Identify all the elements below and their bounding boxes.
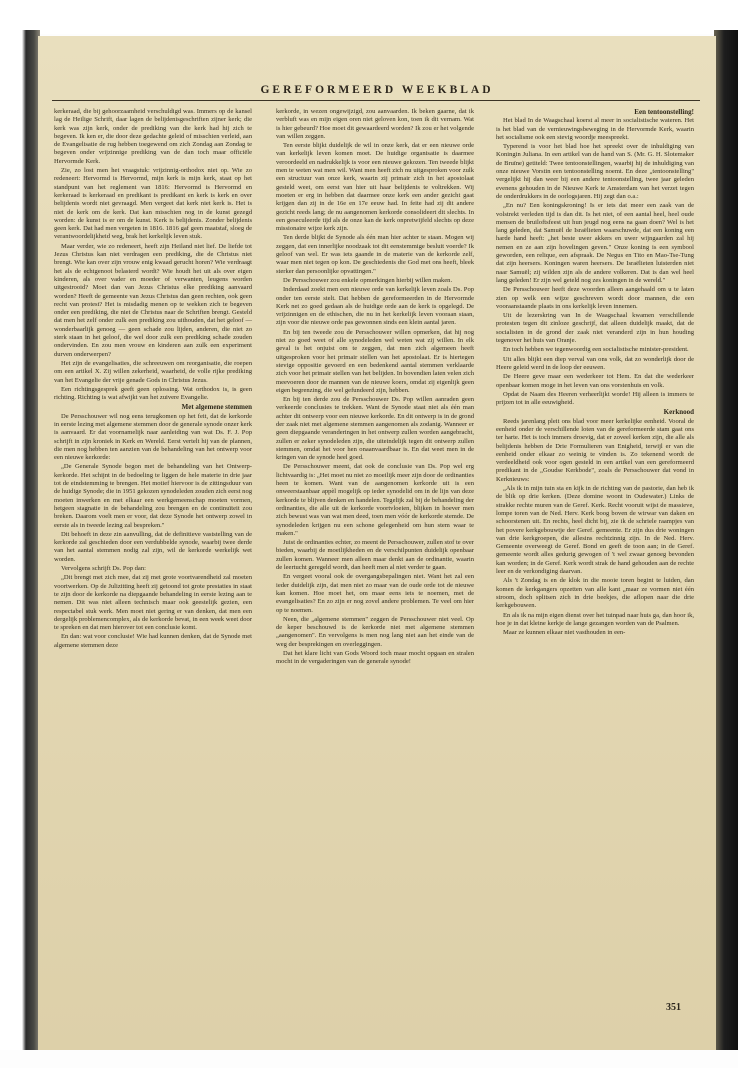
col3-paragraph: De Persschouwer heeft deze woorden alleen aangehaald om u te laten zien op welk een wijze geschreven wordt door mannen, die een vooraanstaande plaats in ons kerkelijk leven innemen. [496,286,694,310]
col1-quote: „De Generale Synode begon met de behandeling van het Ontwerp-kerkorde. Het schijnt in de bedoeling te liggen de hele materie in drie jaar tot de eindstemming te brengen. Het motief hiervoor is de zittingsduur van de huidige Synode; die in 1951 gekozen synodeleden zouden zich eerst nog moeten inwerken en met elkaar een werkgemeenschap moeten vormen, hetgeen stagnatie in de behandeling zou brengen en de continuïteit zou breken. Daarom voelt men er voor, dat deze Synode het ontwerp zowel in eerste als in tweede lezing zal bespreken." [54,463,252,529]
column-3 [496,108,694,1028]
col1-paragraph: Vervolgens schrijft Ds. Pop dan: [61,565,146,573]
col3-paragraph: De Heere geve maar een wederkeer tot Hem. En dat die wederkeer openbaar komen moge in het leven van ons vorstenhuis en volk. [496,373,694,389]
col3-quote: „En nu? Een koningskroning! Is er iets dat meer een zaak van de volstrekt verleden tijd is dan dit. Is het niet, of een aantal heel, heel oude mensen de bruiloftsfeest uit hun jeugd nog eens na gaan doen? Wel is het lang geleden, dat Samuël de Israëlieten waarschuwde, dat een koning een harde hand heeft: „het beste uwer akkers en uwer wijngaarden zal hij nemen en ze aan zijn hovelingen geven." Onze koning is een symbool geworden, een relique, een afspraak. De Negus en Tito en Mao-Tse-Tung dat zijn heersers. Koningen waren heersers. De Israëlieten luisterden niet naar Samuël; zij wilden zijn als de andere volkeren. Dat is dan wel heel lang geleden! Er zijn wel geteld nog zes koningen in de wereld." [496,202,694,284]
col3-paragraph: Als 't Zondag is en de klok in die mooie toren begint te luiden, dan komen de kerkgangers opzetten van alle kant „maar ze vormen niet één stroom, doch splitsen zich in drie beekjes, die aflopen naar die drie kerkgebouwen. [496,577,694,610]
col2-paragraph: Dat het klare licht van Gods Woord toch maar mocht opgaan en stralen mocht in de vergaderingen van de generale synode! [276,650,474,666]
binding-left-edge [0,30,40,1050]
col3-paragraph: Het blad In de Waagschaal koerst al meer in socialistische wateren. Het is het blad van de vernieuwingsbeweging in de Hervormde Kerk, waarin het socialisme ook een stevig woordje meespreekt. [496,117,694,141]
col1-paragraph: Maar verder, wie zo redeneert, heeft zijn Heiland niet lief. De liefde tot Jezus Christus kan niet verdragen een prediking, die de Christus niet brengt. Wie kan over zijn vrouw enig kwaad gerucht horen? Wie verdraagt het als de echtgenoot belasterd wordt? Wie houdt het uit als over eigen kinderen, als over vader en moeder of verwanten, leugens worden uitgestrooid? Moet dan van Jezus Christus elke prediking aanvaard worden? Heeft de gemeente van Jezus Christus dan geen rechten, ook geen recht van protest? Het is misdadig menen op te wekken zich te begeven onder een prediking, die niet de Christus naar de Schriften brengt. Gesteld dat men het zelf onder zulk een prediking zou uithouden, dat het geloof — wonderbaarlijk genoeg — geen schade zou lijden, anderen, die niet zo sterk staan in het geloof, die wel door zulk een prediking schade zouden ondervinden. En zou men vrouw en kinderen aan zulk een experiment durven onderwerpen? [54,242,252,358]
page-header: GEREFORMEERD WEEKBLAD [260,84,494,96]
column-2 [276,108,474,1028]
col3-paragraph: En toch hebben we tegenwoordig een socialistische minister-president. [503,346,689,354]
col2-paragraph: Juist de ordinanties echter, zo meent de Persschouwer, zullen stof te over bieden, waarbij de moeilijkheden en de verschilpunten duidelijk openbaar zullen komen. Wanneer men alleen maar denkt aan de ordinantie, waarin de leertucht geregeld wordt, dan heeft men al niet verder te gaan. [276,539,474,572]
col1-paragraph: kerkeraad, die bij gehoorzaamheid verschuldigd was. Immers op de kansel lag de Heilige Schrift, daar lagen de belijdenisgeschriften zijner kerk; die kerk was zijn kerk, onder de prediking van die kerk had hij zich te begeven. Ik ken er, die door deze gedachte geleid of misschien verleid, aan de Evangelisatie de rug hebben toegewend om zich Zondag aan Zondag te begeven onder vrijzinnige prediking van de dan toch maar officiële Hervormde Kerk. [54,108,252,165]
newspaper-page [38,36,716,1050]
col3-paragraph: Uit alles blijkt een diep verval van ons volk, dat zo wonderlijk door de Heere geleid werd in de loop der eeuwen. [496,355,694,371]
col1-paragraph: En dan: wat voor conclusie! Wie had kunnen denken, dat de Synode met algemene stemmen deze [54,633,252,649]
section-heading-kerknood: Kerknood [663,408,694,417]
col1-paragraph: Zie, zo lost men het vraagstuk: vrijzinnig-orthodox niet op. Wie zo redeneert: Hervormd is Hervormd, mijn kerk is mijn kerk, staat op het standpunt van het reglement van 1816: Hervormd is Hervormd en kerkeraad is kerkeraad en predikant is predikant en kerk is kerk en over belijdenis wordt niet gevraagd. Men vergeet dat kerk niet kerk is. Het is niet de kerk om de kerk. Dat kan misschien nog in de kunst gezegd worden: de kunst is er om de kunst. Kerk is belijdenis. Zonder belijdenis geen kerk. Dat had men vergeten in 1816. 1816 gaf geen maatstaf, sloeg de verantwoordelijkheid weg, brak het kerkelijk leven stuk. [54,167,252,241]
section-heading-een-tentoonstelling: Een tentoonstelling! [634,108,694,116]
col3-paragraph: Opdat de Naam des Heeren verheerlijkt worde! Hij alleen is immers te prijzen tot in alle eeuwigheid. [496,390,694,407]
col3-quote: „Als ik in mijn tuin sta en kijk in de richting van de pastorie, dan heb ik de blik op drie kerken. (Deze domine woont in Oudewater.) Links de strakke rechte muren van de Geref. Kerk. Recht vooruit wijst de massieve, lompe toren van de Ned. Herv. Kerk boog boven de wirwar van daken en schoorstenen uit. En rechts, heel dicht bij, zie ik de schriele raampjes van het povere kerkgebouwtje der Geref. gemeente. Er zijn dus drie woningen van drie kerkgroepen, die allesins rechtzinnig zijn. In de Ned. Herv. Gemeente overweegt de Geref. Bond en geeft de toon aan; in de Geref. gemeente wordt alles gedurig gewogen of 't wel zwaar genoeg bevonden kan worden; in de Geref. Kerk wordt strak de hand gehouden aan de rechte leer en de verkondiging daarvan. [496,485,694,576]
col2-paragraph: En bij ten derde zou de Persschouwer Ds. Pop willen aanraden geen verkeerde conclusies te trekken. Want de Synode staat niet als één man achter dit ontwerp voor een nieuwe kerkorde. En dit ontwerp is in de grond der zaak niet met algemene stemmen aangenomen als zodanig. Wanneer er geen diepgaande veranderingen in het ontwerp zullen worden aangebracht, zullen er zeker synodeleden zijn, die uiteindelijk tegen dit ontwerp zullen stemmen, omdat het voor hen onaanvaardbaar is. En dat weet men in de kringen van de synode heel goed. [276,396,474,462]
col3-paragraph: Reeds jarenlang pleit ons blad voor meer kerkelijke eenheid. Vooral de eenheid onder de verschillende loten van de gereformeerde stam gaat ons ter harte. Het is toch immers droevig, dat er zoveel kerken zijn, die alle als belijdenis hebben de Drie Formulieren van Enigheid, terwijl er van die eenheid onder elkaar zo weinig te vinden is. Zo tekenend wordt de verdeeldheid ook voor ogen gesteld in een artikel van een gereformeerd predikant in de „Goudse Kerkbode", zoals de Persschouwer dat vond in Kerknieuws: [496,417,694,483]
col2-paragraph: Neen, die „algemene stemmen" zeggen de Persschouwer niet veel. Op de keper beschouwd is de kerkorde niet met algemene stemmen „aangenomen". En vervolgens is men nog lang niet aan het einde van de weg der besprekingen en overleggingen. [276,615,474,648]
binding-right-edge [714,30,738,1050]
col2-paragraph: En vergeet vooral ook de overgangsbepalingen niet. Want het zal een ieder duidelijk zijn, dat men niet zo maar van de oude orde tot de nieuwe kan komen. Hoe moet het, om maar eens iets te noemen, met de evangelisaties? En zo zijn er nog zovel andere problemen. Te veel om hier op te noemen. [276,573,474,614]
col2-paragraph: kerkorde, in wezen ongewijzigd, zou aanvaarden. Ik beken gaarne, dat ik verbluft was en mijn eigen oren niet geloven kon, toen ik dit vernam. Wat is hier gebeurd? Hoe moet dit gewaardeerd worden? Ik zou er het volgende van willen zeggen. [276,108,474,140]
header-rule [52,100,700,101]
page-number: 351 [666,1002,681,1013]
col2-paragraph: Inderdaad zoekt men een nieuwe orde van kerkelijk leven zoals Ds. Pop onder ten eerste stelt. Dat hebben de gereformeerden in de Hervormde Kerk net zo goed gedaan als de huidige orde aan de kerk is opgelegd. De vrijzinnigen en de ethischen, die nu in het kerkelijk leven vooraan staan, zijn voor die nieuwe orde pas gewonnen sinds een klein aantal jaren. [276,286,474,327]
col2-paragraph: De Persschouwer zou enkele opmerkingen hierbij willen maken. [283,276,453,284]
col1-paragraph: Het zijn de evangelisaties, die schreeuwen om reorganisatie, die roepen om een artikel X. Zij willen zekerheid, waarheid, de volle rijke prediking van het Evangelie der vrije genade Gods in Christus Jezus. [54,359,252,384]
col3-paragraph: Maar ze kunnen elkaar niet vasthouden in een- [503,629,626,637]
section-heading-met-algemene-stemmen: Met algemene stemmen [181,403,252,412]
col1-paragraph: Een richtingsgesprek geeft geen oplossing. Wat orthodox is, is geen richting. Richting is wat afwijkt van het zuivere Evangelie. [54,385,252,402]
col3-paragraph: En als ik na mijn eigen dienst over het tuinpad naar huis ga, dan hoor ik, hoe je in dat kleine kerkje de lange gezangen worden van de Psalmen. [496,611,694,627]
col2-paragraph: Ten eerste blijkt duidelijk de wil in onze kerk, dat er een nieuwe orde van kerkelijk leven komen moet. De huidige organisatie is daarmee veroordeeld en nadrukkelijk is voor een nieuwe gekozen. Ten tweede blijkt men te weten wat men wil. Want men heeft zich nu uitgesproken voor zulk een structuur van onze kerk, waarin zij primair zich in het apostolaat gesteld weet, om eerst van hier uit haar belijdenis te voltrekken. Wij moeten er erg in hebben dat daarmee onze kerk een ander gezicht gaat krijgen dan zij in de 16e en 17e eeuw had. In feite had zij dit andere gezicht reeds lang; de nu aangenomen kerkorde consolideert dit slechts. In een geseculeerde tijd als de onze kan de kerk onpretwijfeld slechts op deze missionaire wijze kerk zijn. [276,142,474,233]
col1-paragraph: De Persschouwer wil nog eens terugkomen op het feit, dat de kerkorde in eerste lezing met algemene stemmen door de generale synode onzer kerk is aanvaard. Er dat voornamelijk naar aanleiding van wat Ds. F. J. Pop schrijft in zijn kroniek in Kerk en Wereld. Eerst vertelt hij van de plannen, die men nog hebben ten aanzien van de behandeling van het ontwerp voor een nieuwe kerkorde: [54,412,252,462]
col1-paragraph: Dit behoeft in deze zin aanvulling, dat de definitieve vaststelling van de kerkorde zal geschieden door een verdubbelde synode, waarbij twee derde van het aantal stemmen nodig zal zijn, wil de kerkorde werkelijk wet worden. [54,530,252,563]
column-1 [54,108,252,1028]
col3-paragraph: Typerend is voor het blad hoe het spreekt over de inhuldiging van Koningin Juliana. In een artikel van de hand van S. (Mr. G. H. Slotemaker de Bruïne) getiteld: Twee tentoonstellingen, waarbij hij de inhuldiging van onze nieuwe Vorstin een tentoonstelling noemt. En deze „tentoonstelling" vergelijkt hij dan weer bij een andere tentoonstelling, twee jaar geleden evenens gehouden in de Nieuwe Kerk te Amsterdam van het verzet tegen de onderdrukkers in de oorlogsjaren. Hij zegt dan o.a.: [496,143,694,200]
col3-paragraph: Uit de lezerskring van In de Waagschaal kwamen verschillende protesten tegen dit zinloze geschrijf, dat alleen duidelijk maakt, dat de socialisten in de grond der zaak niet veranderd zijn in hun houding tegenover het huis van Oranje. [496,312,694,345]
col2-paragraph: En bij ten tweede zou de Persschouwer willen opmerken, dat hij nog niet zo goed weet of alle synodeleden wel weten wat zij willen. In elk geval is het onjuist om te zeggen, dat men zich algemeen heeft uitgesproken voor het primair stellen van het apostolaat. Er is hiertegen stevige oppositie gevoerd en een bedenkend aantal stemmen verklaarde zich voor het primair stellen van het belijden. In bovendien laten velen zich meevoeren door de mannen van de nieuwe koers, omdat zij eigenlijk geen eigen begrenzing, die wel gefundeerd zijn, hebben. [276,328,474,394]
margin-top [0,0,738,34]
col2-paragraph: Ten derde blijkt de Synode als één man hier achter te staan. Mogen wij zeggen, dat een innerlijke noodzaak tot dit eenstemmige besluit voerde? Ik geloof van wel. Er was iets gaande in de materie van de kerkorde zelf, waar men niet tegen op kon. De geschiedenis die God met ons heeft, bleek sterker dan persoonlijke opvattingen." [276,234,474,275]
col1-quote: „Dit brengt met zich mee, dat zij met grote voortvarendheid zal moeten voortwerken. Op de Julizitting heeft zij getoond tot grote prestaties in staat te zijn door de kerkorde na diepgaande behandeling in eerste lezing aan te nemen. Dit was niet alleen technisch maar ook geestelijk gezien, een respectabel stuk werk. Men moet niet gering er van denken, dat men een dergelijk problemencomplex, als de kerkorde bevat, in een week weet door te spreken en dat men hierover tot een conclusie komt. [54,574,252,632]
col2-paragraph: De Persschouwer meent, dat ook de conclusie van Ds. Pop wel erg lichtvaardig is: „Het moet nu niet zo moeilijk meer zijn door de ordinanties heen te komen. Want van de aangenomen kerkorde uit is een onweerstaanbaar appèl mogelijk op ieder synodelid om in de lijn van deze kerkorde te blijven denken en handelen. Tegelijk zal bij de behandeling der ordinanties, die alle uit de kerkorde voortvloeien, blijken in hoever men zich bewust was van wat men deed, toen men vóór de kerkorde stemde. De synodeleden krijgen nu een schone gelegenheid om hun stem waar te maken." [276,463,474,537]
